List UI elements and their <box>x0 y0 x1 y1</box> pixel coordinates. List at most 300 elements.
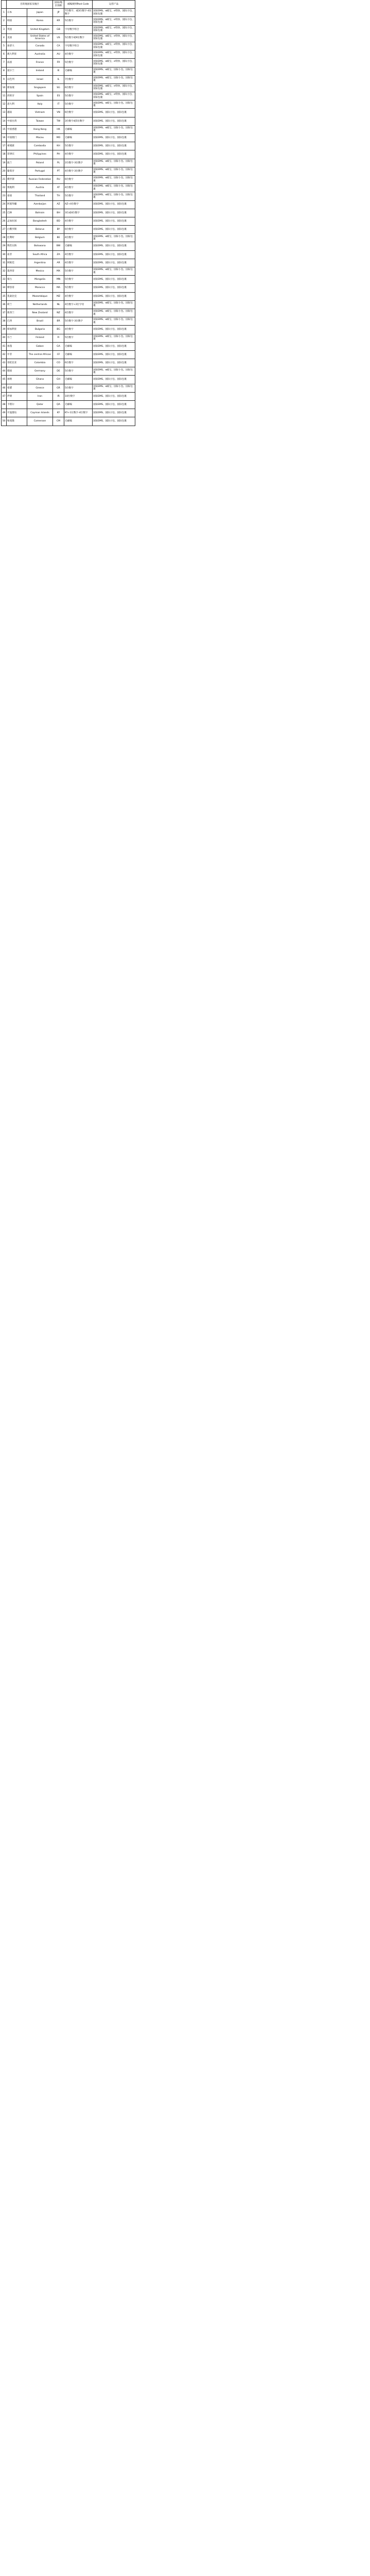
products-cell: 国际EMS、国际小包、国际包裹 <box>93 326 135 334</box>
country-code-cell: RU <box>53 175 64 183</box>
postcode-rule-cell: 无邮编 <box>64 134 93 142</box>
country-cn-cell: 伊朗 <box>7 392 27 400</box>
products-cell: 国际EMS、国际小包、国际包裹 <box>93 376 135 384</box>
country-cn-cell: 希腊 <box>7 384 27 392</box>
country-en-cell: Belarus <box>27 226 53 234</box>
country-cn-cell: 波兰 <box>7 159 27 167</box>
postcode-rule-cell: 6位数字 <box>64 109 93 117</box>
table-row <box>2 150 135 159</box>
country-cn-cell: 奥地利 <box>7 184 27 192</box>
country-en-cell: United Kingdom <box>27 25 53 33</box>
country-code-cell: PL <box>53 159 64 167</box>
row-number-cell: 14 <box>2 117 7 125</box>
table-row <box>2 75 135 83</box>
products-cell: 国际EMS、e邮宝、e特快、国际小包、国际包裹 <box>93 9 135 17</box>
country-en-cell: Ireland <box>27 67 53 75</box>
postcode-rule-cell: 10位数字 <box>64 392 93 400</box>
row-number-cell: 42 <box>2 350 7 359</box>
row-number-cell: 13 <box>2 109 7 117</box>
products-cell: 国际EMS、e邮宝、国际小包、国际包裹 <box>93 317 135 326</box>
country-en-cell: Singapore <box>27 83 53 92</box>
postcode-rule-cell: 5位数字 <box>64 92 93 100</box>
postcode-rule-cell: KY+1位数字-4位数字 <box>64 409 93 417</box>
products-cell: 国际EMS、e邮宝、e特快、国际小包、国际包裹 <box>93 92 135 100</box>
products-cell: 国际EMS、e邮宝、国际小包、国际包裹 <box>93 67 135 75</box>
products-cell: 国际EMS、国际小包、国际包裹 <box>93 217 135 225</box>
country-en-cell: France <box>27 59 53 67</box>
country-code-cell: AU <box>53 50 64 59</box>
country-code-cell: IE <box>53 67 64 75</box>
country-cn-cell: 意大利 <box>7 100 27 109</box>
postcode-rule-cell: 7位数字 <box>64 75 93 83</box>
row-number-cell: 6 <box>2 50 7 59</box>
table-row <box>2 409 135 417</box>
row-number-cell: 43 <box>2 359 7 367</box>
postcode-rule-cell: 6位数字 <box>64 83 93 92</box>
products-cell: 国际EMS、e邮宝、e特快、国际小包、国际包裹 <box>93 17 135 25</box>
country-cn-cell: 喀麦隆 <box>7 417 27 426</box>
table-row <box>2 200 135 209</box>
country-en-cell: Russian Federation <box>27 175 53 183</box>
products-cell: 国际EMS、e邮宝、国际小包、国际包裹 <box>93 300 135 309</box>
postcode-rule-cell: 5位数字或9位数字 <box>64 33 93 42</box>
postcode-rule-cell: 5位数字 <box>64 192 93 200</box>
country-cn-cell: 巴西 <box>7 317 27 326</box>
table-row <box>2 109 135 117</box>
table-row <box>2 300 135 309</box>
products-cell: 国际EMS、e邮宝、国际小包、国际包裹 <box>93 267 135 276</box>
products-cell: 国际EMS、e邮宝、国际小包、国际包裹 <box>93 309 135 317</box>
postcode-rule-cell: 3位或4位数字 <box>64 209 93 217</box>
postcode-rule-cell: 5位数字 <box>64 267 93 276</box>
postcode-rule-cell: 字母数字组合 <box>64 25 93 33</box>
country-en-cell: Korea <box>27 17 53 25</box>
country-code-cell: KY <box>53 409 64 417</box>
row-number-cell: 26 <box>2 217 7 225</box>
postcode-rule-cell: 7位数字，或3位数字-4位数字 <box>64 9 93 17</box>
header-row <box>2 1 135 9</box>
country-en-cell: Bahrain <box>27 209 53 217</box>
country-en-cell: Philippines <box>27 150 53 159</box>
row-number-cell: 34 <box>2 284 7 292</box>
country-en-cell: Ghana <box>27 376 53 384</box>
country-cn-cell: 博茨瓦纳 <box>7 242 27 250</box>
country-cn-cell: 开曼群岛 <box>7 409 27 417</box>
table-row <box>2 192 135 200</box>
products-cell: 国际EMS、e邮宝、国际小包、国际包裹 <box>93 167 135 175</box>
postcode-rule-cell: 5位数字 <box>64 384 93 392</box>
country-en-cell: Bangladesh <box>27 217 53 225</box>
postcode-rule-cell: 4位数字 <box>64 184 93 192</box>
country-cn-cell: 以色列 <box>7 75 27 83</box>
row-number-cell: 38 <box>2 317 7 326</box>
table-row <box>2 92 135 100</box>
row-number-cell: 39 <box>2 326 7 334</box>
products-cell: 国际EMS、国际小包、国际包裹 <box>93 292 135 300</box>
row-number-cell: 23 <box>2 192 7 200</box>
country-en-cell: Israel <box>27 75 53 83</box>
products-cell: 国际EMS、e邮宝、e特快、国际小包、国际包裹 <box>93 25 135 33</box>
products-cell: 国际EMS、国际小包、国际包裹 <box>93 109 135 117</box>
postcode-rule-cell: 4位数字+2位字母 <box>64 300 93 309</box>
row-number-cell: 24 <box>2 200 7 209</box>
row-number-cell: 44 <box>2 367 7 376</box>
country-code-cell: BY <box>53 226 64 234</box>
country-en-cell: Finland <box>27 334 53 342</box>
products-cell: 国际EMS、国际小包、国际包裹 <box>93 284 135 292</box>
table-row <box>2 234 135 242</box>
row-number-cell: 9 <box>2 75 7 83</box>
postcode-rule-cell: 无邮编 <box>64 342 93 350</box>
country-en-cell: Argentina <box>27 259 53 267</box>
country-code-cell: CM <box>53 417 64 426</box>
products-cell: 国际EMS、e邮宝、国际小包、国际包裹 <box>93 125 135 133</box>
products-cell: 国际EMS、e邮宝、国际小包、国际包裹 <box>93 184 135 192</box>
country-cn-cell: 德国 <box>7 367 27 376</box>
country-cn-cell: 韩国 <box>7 17 27 25</box>
products-cell: 国际EMS、国际小包、国际包裹 <box>93 117 135 125</box>
country-en-cell: Cayman Islands <box>27 409 53 417</box>
products-cell: 国际EMS、e邮宝、国际小包、国际包裹 <box>93 100 135 109</box>
products-cell: 国际EMS、e邮宝、国际小包、国际包裹 <box>93 159 135 167</box>
country-en-cell: Macau <box>27 134 53 142</box>
country-en-cell: Brazil <box>27 317 53 326</box>
country-code-cell: BE <box>53 234 64 242</box>
country-cn-cell: 芬兰 <box>7 334 27 342</box>
country-code-cell: BD <box>53 217 64 225</box>
country-cn-cell: 墨西哥 <box>7 267 27 276</box>
table-row <box>2 209 135 217</box>
table-row <box>2 125 135 133</box>
country-code-cell: PH <box>53 150 64 159</box>
products-cell: 国际EMS、国际小包、国际包裹 <box>93 242 135 250</box>
country-code-cell: ZA <box>53 250 64 259</box>
postcode-rule-cell: 无邮编 <box>64 242 93 250</box>
row-number-cell: 5 <box>2 42 7 50</box>
table-body <box>2 9 135 426</box>
country-en-cell: Netherlands <box>27 300 53 309</box>
table-row <box>2 250 135 259</box>
row-number-cell: 8 <box>2 67 7 75</box>
country-en-cell: Botswana <box>27 242 53 250</box>
products-cell: 国际EMS、国际小包、国际包裹 <box>93 350 135 359</box>
row-number-cell: 41 <box>2 342 7 350</box>
country-cn-cell: 南非 <box>7 250 27 259</box>
postcode-rule-cell: 4位数字-3位数字 <box>64 167 93 175</box>
postcode-rule-cell: 3位数字或5位数字 <box>64 117 93 125</box>
postcode-rule-cell: 6位数字 <box>64 175 93 183</box>
country-en-cell: Iran <box>27 392 53 400</box>
country-cn-cell: 日本 <box>7 9 27 17</box>
country-cn-cell: 莫桑比克 <box>7 292 27 300</box>
country-en-cell: Hong Kong <box>27 125 53 133</box>
products-cell: 国际EMS、e邮宝、国际小包、国际包裹 <box>93 334 135 342</box>
country-cn-cell: 哥伦比亚 <box>7 359 27 367</box>
products-cell: 国际EMS、e邮宝、国际小包、国际包裹 <box>93 367 135 376</box>
country-en-cell: Colombia <box>27 359 53 367</box>
country-code-cell: IR <box>53 392 64 400</box>
country-code-cell: SG <box>53 83 64 92</box>
row-number-cell: 20 <box>2 167 7 175</box>
postcode-rule-cell: 4位数字 <box>64 292 93 300</box>
table-row <box>2 376 135 384</box>
country-code-cell: US <box>53 33 64 42</box>
row-number-cell: 32 <box>2 267 7 276</box>
country-code-cell: NZ <box>53 309 64 317</box>
country-cn-cell: 荷兰 <box>7 300 27 309</box>
postcode-rule-cell: 4位数字 <box>64 150 93 159</box>
row-number-cell: 40 <box>2 334 7 342</box>
country-cn-cell: 英国 <box>7 25 27 33</box>
country-code-cell: MA <box>53 284 64 292</box>
country-cn-cell: 爱尔兰 <box>7 67 27 75</box>
postcode-rule-cell: 4位数字 <box>64 217 93 225</box>
table-row <box>2 117 135 125</box>
table-row <box>2 83 135 92</box>
country-en-cell: Azerbaijan <box>27 200 53 209</box>
table-row <box>2 284 135 292</box>
country-code-cell: KR <box>53 17 64 25</box>
products-cell: 国际EMS、国际小包、国际包裹 <box>93 209 135 217</box>
country-en-cell: Cameroon <box>27 417 53 426</box>
country-cn-cell: 俄罗斯 <box>7 175 27 183</box>
products-cell: 国际EMS、e邮宝、国际小包、国际包裹 <box>93 175 135 183</box>
table-row <box>2 342 135 350</box>
table-row <box>2 259 135 267</box>
country-cn-cell: 柬埔寨 <box>7 142 27 150</box>
table-row <box>2 334 135 342</box>
postcode-rule-cell: 6位数字 <box>64 359 93 367</box>
country-en-cell: Thailand <box>27 192 53 200</box>
country-code-cell: AR <box>53 259 64 267</box>
country-cn-cell: 保加利亚 <box>7 326 27 334</box>
table-row <box>2 175 135 183</box>
postcode-rule-cell: 无邮编 <box>64 417 93 426</box>
table-row <box>2 159 135 167</box>
table-row <box>2 267 135 276</box>
header-cell: 邮编规则Post Code <box>64 1 93 9</box>
country-en-cell: Germany <box>27 367 53 376</box>
header-cell: 目的地国家及地区 <box>7 1 53 9</box>
row-number-cell: 46 <box>2 384 7 392</box>
postcode-rule-cell: 4位数字 <box>64 326 93 334</box>
products-cell: 国际EMS、国际小包、国际包裹 <box>93 226 135 234</box>
country-code-cell: GR <box>53 384 64 392</box>
postcode-rule-cell: 5位数字 <box>64 59 93 67</box>
row-number-cell: 18 <box>2 150 7 159</box>
country-en-cell: Austria <box>27 184 53 192</box>
country-code-cell: BW <box>53 242 64 250</box>
postcode-rule-cell: 2位数字-3位数字 <box>64 159 93 167</box>
table-row <box>2 184 135 192</box>
row-number-cell: 11 <box>2 92 7 100</box>
table-row <box>2 326 135 334</box>
country-en-cell: Vietnam <box>27 109 53 117</box>
country-cn-cell: 白俄罗斯 <box>7 226 27 234</box>
country-en-cell: Japan <box>27 9 53 17</box>
country-code-cell: IL <box>53 75 64 83</box>
country-cn-cell: 法国 <box>7 59 27 67</box>
row-number-cell: 31 <box>2 259 7 267</box>
country-en-cell: Australia <box>27 50 53 59</box>
postcode-rule-cell: 4位数字 <box>64 259 93 267</box>
country-en-cell: Morocco <box>27 284 53 292</box>
postcode-rule-cell: 5位数字 <box>64 367 93 376</box>
country-cn-cell: 新加坡 <box>7 83 27 92</box>
postcode-rule-cell: 5位数字 <box>64 276 93 284</box>
country-cn-cell: 澳大利亚 <box>7 50 27 59</box>
country-code-cell: GH <box>53 376 64 384</box>
country-en-cell: Qatar <box>27 401 53 409</box>
country-code-cell: CA <box>53 42 64 50</box>
table-row <box>2 100 135 109</box>
products-cell: 国际EMS、e邮宝、e特快、国际小包、国际包裹 <box>93 83 135 92</box>
country-cn-cell: 中国香港 <box>7 125 27 133</box>
table-row <box>2 317 135 326</box>
row-number-cell: 3 <box>2 25 7 33</box>
table-row <box>2 292 135 300</box>
table-row <box>2 59 135 67</box>
country-en-cell: Bulgaria <box>27 326 53 334</box>
country-cn-cell: 摩洛哥 <box>7 284 27 292</box>
header-cell <box>2 1 7 9</box>
postcode-rule-cell: 无邮编 <box>64 401 93 409</box>
table-row <box>2 401 135 409</box>
row-number-cell: 2 <box>2 17 7 25</box>
country-code-cell: PT <box>53 167 64 175</box>
country-en-cell: Mexico <box>27 267 53 276</box>
country-code-cell: FR <box>53 59 64 67</box>
table-row <box>2 242 135 250</box>
products-cell: 国际EMS、国际小包、国际包裹 <box>93 134 135 142</box>
postcode-rule-cell: 5位数字 <box>64 334 93 342</box>
country-code-cell: DE <box>53 367 64 376</box>
products-cell: 国际EMS、e邮宝、国际小包、国际包裹 <box>93 75 135 83</box>
country-en-cell: United States of America <box>27 33 53 42</box>
country-code-cell: VN <box>53 109 64 117</box>
country-en-cell: Poland <box>27 159 53 167</box>
postcode-rule-cell: 5位数字 <box>64 284 93 292</box>
row-number-cell: 7 <box>2 59 7 67</box>
row-number-cell: 4 <box>2 33 7 42</box>
country-cn-cell: 中国澳门 <box>7 134 27 142</box>
products-cell: 国际EMS、国际小包、国际包裹 <box>93 359 135 367</box>
postcode-rule-cell: 4位数字 <box>64 309 93 317</box>
table-row <box>2 367 135 376</box>
products-cell: 国际EMS、e邮宝、e特快、国际小包、国际包裹 <box>93 33 135 42</box>
row-number-cell: 47 <box>2 392 7 400</box>
row-number-cell: 35 <box>2 292 7 300</box>
products-cell: 国际EMS、国际小包、国际包裹 <box>93 276 135 284</box>
products-cell: 国际EMS、e邮宝、e特快、国际小包、国际包裹 <box>93 50 135 59</box>
row-number-cell: 48 <box>2 401 7 409</box>
country-en-cell: Belgium <box>27 234 53 242</box>
country-code-cell: KH <box>53 142 64 150</box>
products-cell: 国际EMS、国际小包、国际包裹 <box>93 150 135 159</box>
row-number-cell: 21 <box>2 175 7 183</box>
row-number-cell: 36 <box>2 300 7 309</box>
row-number-cell: 22 <box>2 184 7 192</box>
country-code-cell: MZ <box>53 292 64 300</box>
country-code-cell: ES <box>53 92 64 100</box>
country-en-cell: Portugal <box>27 167 53 175</box>
country-code-cell: AT <box>53 184 64 192</box>
country-cn-cell: 新西兰 <box>7 309 27 317</box>
products-cell: 国际EMS、国际小包、国际包裹 <box>93 250 135 259</box>
postcode-rule-cell: 无邮编 <box>64 376 93 384</box>
table-row <box>2 17 135 25</box>
row-number-cell: 25 <box>2 209 7 217</box>
header-cell: 国家/地区简称 <box>53 1 64 9</box>
table-row <box>2 276 135 284</box>
row-number-cell: 37 <box>2 309 7 317</box>
header-cell: 运营产品 <box>93 1 135 9</box>
row-number-cell: 1 <box>2 9 7 17</box>
products-cell: 国际EMS、国际小包、国际包裹 <box>93 259 135 267</box>
country-code-cell: BG <box>53 326 64 334</box>
country-en-cell: Taiwan <box>27 117 53 125</box>
country-en-cell: Greece <box>27 384 53 392</box>
row-number-cell: 28 <box>2 234 7 242</box>
products-cell: 国际EMS、国际小包、国际包裹 <box>93 417 135 426</box>
products-cell: 国际EMS、e邮宝、国际小包、国际包裹 <box>93 192 135 200</box>
table-row <box>2 25 135 33</box>
postcode-rule-cell: 字母数字组合 <box>64 42 93 50</box>
country-code-cell: CF <box>53 350 64 359</box>
country-code-cell: IT <box>53 100 64 109</box>
country-code-cell: MX <box>53 267 64 276</box>
country-cn-cell: 西班牙 <box>7 92 27 100</box>
country-code-cell: TH <box>53 192 64 200</box>
country-cn-cell: 菲律宾 <box>7 150 27 159</box>
products-cell: 国际EMS、e邮宝、e特快、国际小包、国际包裹 <box>93 42 135 50</box>
postcode-rule-cell: 无邮编 <box>64 125 93 133</box>
row-number-cell: 10 <box>2 83 7 92</box>
country-code-cell: MN <box>53 276 64 284</box>
country-cn-cell: 加拿大 <box>7 42 27 50</box>
country-code-cell: TW <box>53 117 64 125</box>
row-number-cell: 17 <box>2 142 7 150</box>
row-number-cell: 49 <box>2 409 7 417</box>
row-number-cell: 33 <box>2 276 7 284</box>
row-number-cell: 27 <box>2 226 7 234</box>
country-code-cell: BR <box>53 317 64 326</box>
country-code-cell: GA <box>53 342 64 350</box>
country-en-cell: New Zealand <box>27 309 53 317</box>
row-number-cell: 19 <box>2 159 7 167</box>
country-cn-cell: 美国 <box>7 33 27 42</box>
country-cn-cell: 中非 <box>7 350 27 359</box>
country-en-cell: Gabon <box>27 342 53 350</box>
postcode-rule-cell: 5位数字-3位数字 <box>64 317 93 326</box>
country-code-cell: CO <box>53 359 64 367</box>
country-en-cell: Canada <box>27 42 53 50</box>
country-cn-cell: 加蓬 <box>7 342 27 350</box>
country-en-cell: Cambodia <box>27 142 53 150</box>
table-row <box>2 134 135 142</box>
country-code-cell: FI <box>53 334 64 342</box>
row-number-cell: 12 <box>2 100 7 109</box>
country-cn-cell: 葡萄牙 <box>7 167 27 175</box>
products-cell: 国际EMS、国际小包、国际包裹 <box>93 342 135 350</box>
postcode-rule-cell: 4位数字 <box>64 50 93 59</box>
table-row <box>2 309 135 317</box>
row-number-cell: 45 <box>2 376 7 384</box>
country-cn-cell: 比利时 <box>7 234 27 242</box>
products-cell: 国际EMS、国际小包、国际包裹 <box>93 409 135 417</box>
country-cn-cell: 蒙古 <box>7 276 27 284</box>
postcode-rule-cell: AZ+4位数字 <box>64 200 93 209</box>
